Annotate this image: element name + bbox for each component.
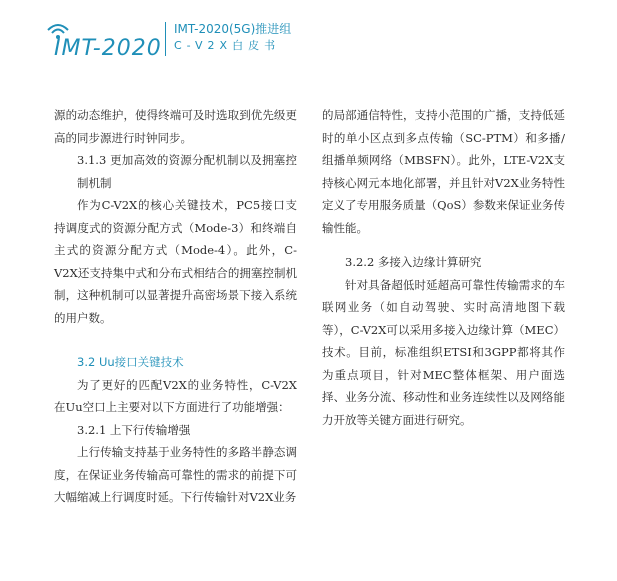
section-heading-3-2-1: 3.2.1 上下行传输增强 <box>77 422 191 437</box>
header-divider <box>165 22 166 56</box>
section-heading-3-1-3: 3.1.3 更加高效的资源分配机制以及拥塞控制机制 <box>77 153 297 190</box>
paragraph: 作为C-V2X的核心关键技术，PC5接口支持调度式的资源分配方式（Mode-3）和终端自主式的资源分配方式（Mode-4）。此外，C-V2X还支持集中式和分布式相结合的拥塞控制机制，这种机制可以显著提升高密场景下接入系统的用户数。 <box>54 198 297 325</box>
spacer <box>322 239 565 251</box>
logo-text: IMT-2020 <box>54 36 162 61</box>
paragraph: 上行传输支持基于业务特性的多路半静态调度，在保证业务传输高可靠性的需求的前提下可大幅缩减上行调度时延。下行传输针对V2X业务 <box>54 445 297 504</box>
paragraph: 的局部通信特性，支持小范围的广播，支持低延时的单小区点到多点传输（SC-PTM）和多播/组播单频网络（MBSFN）。此外，LTE-V2X支持核心网元本地化部署，并且针对V2X业务特性定义了专用服务质量（QoS）参数来保证业务传输性能。 <box>322 108 565 235</box>
imt2020-logo <box>44 14 184 74</box>
header-subtitle: C-V2X白皮书 <box>174 39 281 52</box>
paragraph: 为了更好的匹配V2X的业务特性，C-V2X在Uu空口上主要对以下方面进行了功能增强： <box>54 377 297 414</box>
page-header <box>0 0 617 80</box>
paragraph: 针对具备超低时延超高可靠性传输需求的车联网业务（如自动驾驶、实时高清地图下载等），C-V2X可以采用多接入边缘计算（MEC）技术。目前，标准组织ETSI和3GPP都将其作为重点项目，针对MEC整体框架、用户面选择、业务分流、移动性和业务连续性以及网络能力开放等关键方面进行研究。 <box>322 277 565 427</box>
section-heading-3-2-2: 3.2.2 多接入边缘计算研究 <box>345 255 482 269</box>
right-column <box>322 104 565 431</box>
left-column <box>54 104 297 509</box>
header-title: IMT-2020(5G)推进组 <box>174 22 292 36</box>
section-heading-3-2: 3.2 Uu接口关键技术 <box>77 355 184 369</box>
paragraph: 源的动态维护，使得终端可及时选取到优先级更高的同步源进行时钟同步。 <box>54 108 297 145</box>
